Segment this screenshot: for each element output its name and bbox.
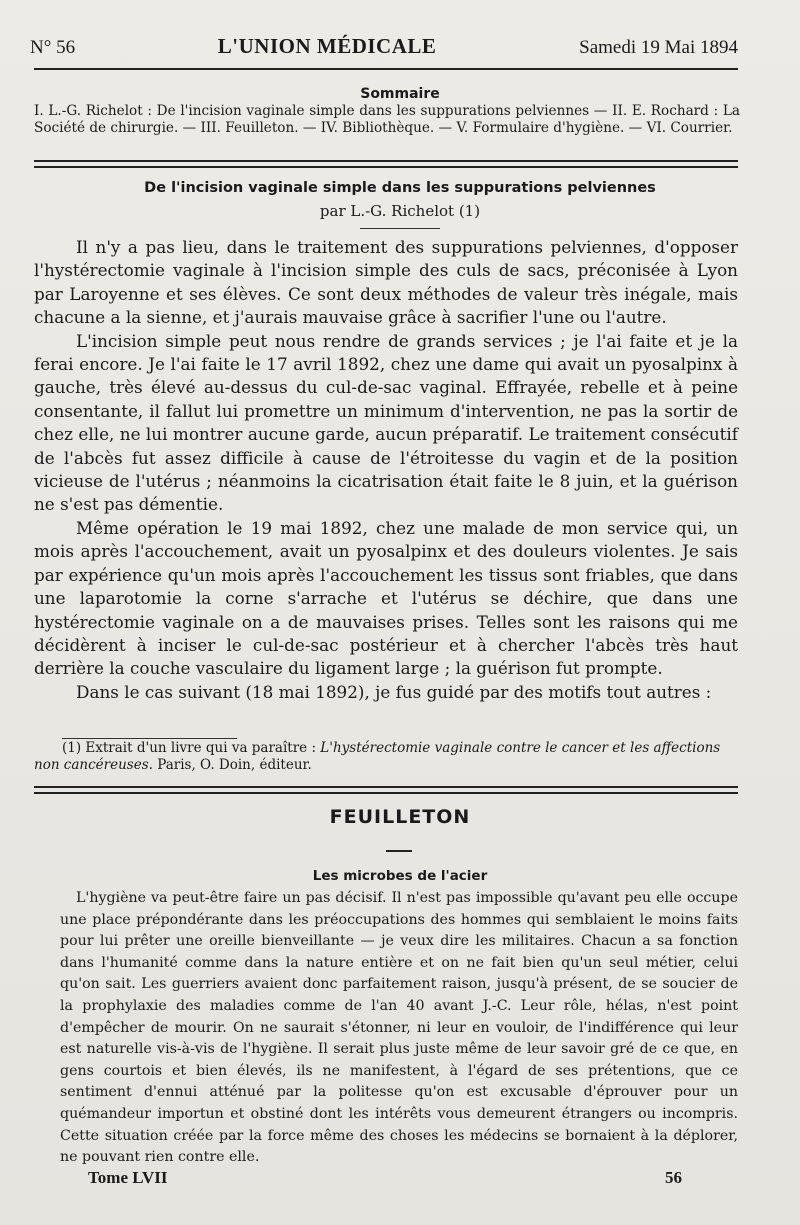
sommaire-title: Sommaire	[360, 86, 440, 102]
page-number: 56	[665, 1168, 682, 1187]
article-title: De l'incision vaginale simple dans les suppurations pelviennes	[144, 180, 656, 196]
article-body	[34, 236, 738, 704]
page-header	[30, 34, 738, 60]
article-byline: par L.-G. Richelot (1)	[319, 202, 481, 220]
article-paragraph: Il n'y a pas lieu, dans le traitement des suppurations pelviennes, d'opposer l'hystérectomie vaginale à l'incision simple des culs de sacs, préconisée à Lyon par Laroyenne et ses élèves. Ce sont deux méthodes de valeur très inégale, mais chacune a la sienne, et j'aurais mauvaise grâce à sacrifier l'une ou l'autre.	[34, 237, 738, 328]
footnote-prefix: (1) Extrait d'un livre qui va paraître :	[62, 740, 321, 756]
feuilleton-dash	[386, 850, 412, 852]
footnote-rule	[62, 738, 237, 739]
article-paragraph: Dans le cas suivant (18 mai 1892), je fus guidé par des motifs tout autres :	[76, 681, 712, 702]
article-paragraph: Même opération le 19 mai 1892, chez une malade de mon service qui, un mois après l'accouchement, avait un pyosalpinx et des douleurs violentes. Je sais par expérience qu'un mois après l'accouchement les tissus sont friables, que dans une laparotomie la corne s'arrache et l'utérus se déchire, que dans une hystérectomie vaginale on a de mauvaises prises. Telles sont les raisons qui me décidèrent à inciser le cul-de-sac postérieur et à chercher l'abcès très haut derrière la couche vasculaire du ligament large ; la guérison fut prompte.	[34, 517, 738, 679]
journal-title: L'UNION MÉDICALE	[217, 34, 437, 58]
sommaire-text: I. L.-G. Richelot : De l'incision vaginale simple dans les suppurations pelviennes — II. E. Rochard : La Société de chirurgie. — III. Feuilleton. — IV. Bibliothèque. — V. Formulaire d'hygiène. — VI. Courrier.	[34, 103, 740, 136]
page-footer	[88, 1168, 682, 1188]
feuilleton-subtitle: Les microbes de l'acier	[312, 868, 488, 884]
header-rule	[34, 68, 738, 70]
byline-rule	[360, 228, 440, 229]
footnote-book-title: L'hystérectomie vaginale contre le cancer et les affections non cancéreuses	[34, 740, 721, 773]
feuilleton-double-rule	[34, 786, 738, 794]
issue-number: N° 56	[30, 37, 76, 58]
feuilleton-heading: FEUILLETON	[329, 806, 471, 828]
footnote	[34, 740, 738, 774]
feuilleton-body	[60, 888, 738, 1169]
volume-label: Tome LVII	[88, 1168, 168, 1187]
footnote-publisher: . Paris, O. Doin, éditeur.	[148, 757, 312, 773]
issue-date: Samedi 19 Mai 1894	[579, 37, 738, 58]
section-double-rule	[34, 160, 738, 168]
feuilleton-paragraph: L'hygiène va peut-être faire un pas décisif. Il n'est pas impossible qu'avant peu elle occupe une place prépondérante dans les préoccupations des hommes qui semblaient le moins faits pour lui prêter une oreille bienveillante — je veux dire les militaires. Chacun a sa fonction dans l'humanité comme dans la nature entière et on ne fait bien qu'un seul métier, celui qu'on sait. Les guerriers avaient donc parfaitement raison, jusqu'à présent, de se soucier de la prophylaxie des maladies comme de l'an 40 avant J.-C. Leur rôle, hélas, n'est point d'empêcher de mourir. On ne saurait s'étonner, ni leur en vouloir, de l'indifférence qui leur est naturelle vis-à-vis de l'hygiène. Il serait plus juste même de leur savoir gré de ce que, en gens courtois et bien élevés, ils ne manifestent, à l'égard de ses prétentions, que ce sentiment d'ennui atténué par la politesse qu'on est excusable d'éprouver pour un quémandeur importun et obstiné dont les intérêts vous demeurent étrangers ou incompris. Cette situation créée par la force même des choses les médecins se bornaient à la déplorer, ne pouvant rien contre elle.	[60, 890, 738, 1166]
article-paragraph: L'incision simple peut nous rendre de grands services ; je l'ai faite et je la ferai encore. Je l'ai faite le 17 avril 1892, chez une dame qui avait un pyosalpinx à gauche, très élevé au-dessus du cul-de-sac vaginal. Effrayée, rebelle et à peine consentante, il fallut lui promettre un minimum d'intervention, ne pas la sortir de chez elle, ne lui montrer aucune garde, aucun préparatif. Le traitement consécutif de l'abcès fut assez difficile à cause de l'étroitesse du vagin et de la position vicieuse de l'utérus ; néanmoins la cicatrisation était faite le 8 juin, et la guérison ne s'est pas démentie.	[34, 330, 738, 515]
